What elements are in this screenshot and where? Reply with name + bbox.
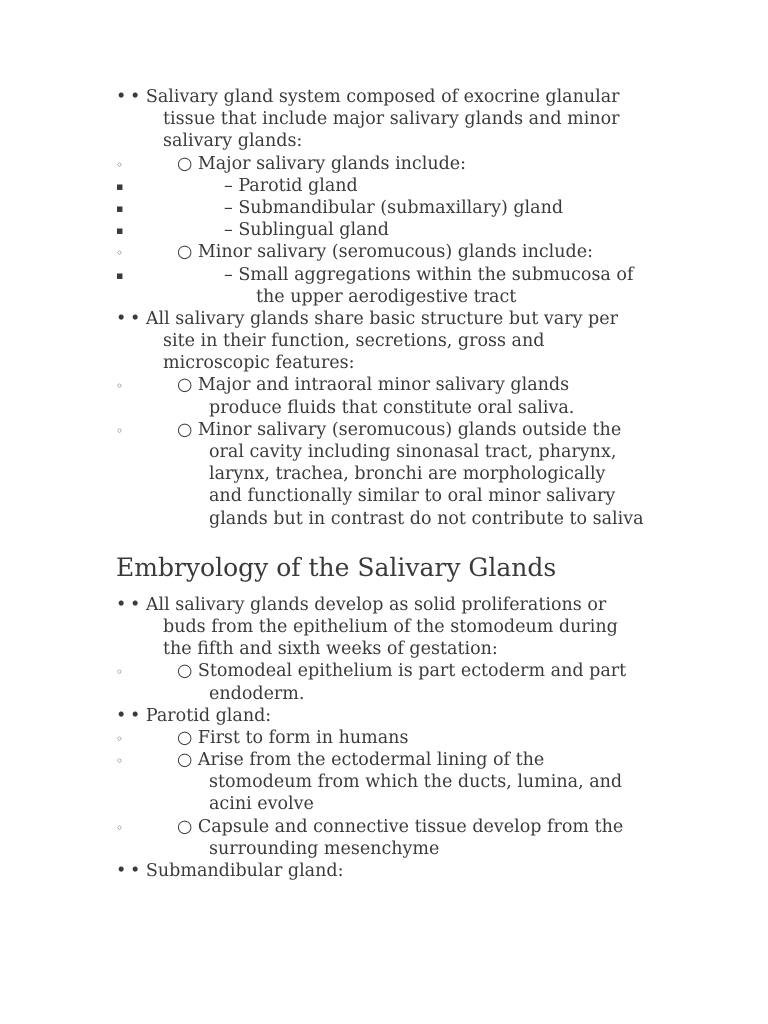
list-line (0, 838, 768, 860)
list-line (0, 153, 768, 175)
list-line-text: ○ Major and intraoral minor salivary glands (177, 375, 570, 396)
list-line (0, 308, 768, 330)
section-heading: Embryology of the Salivary Glands (116, 552, 557, 582)
list-line-text: salivary glands: (163, 131, 303, 152)
list-line (0, 86, 768, 108)
list-line (0, 705, 768, 727)
bullet-marker: • (116, 594, 127, 615)
list-line (0, 352, 768, 374)
list-line (0, 793, 768, 815)
circle-marker: ◦ (116, 665, 124, 680)
circle-marker: ◦ (116, 246, 124, 261)
list-line (0, 683, 768, 705)
list-line-text: • All salivary glands develop as solid proliferations or (130, 594, 607, 615)
square-marker: ▪ (116, 224, 124, 238)
list-line (0, 463, 768, 485)
square-marker: ▪ (116, 201, 124, 215)
list-line-text: ○ First to form in humans (177, 727, 409, 748)
list-line (0, 130, 768, 152)
list-line-text: stomodeum from which the ducts, lumina, and (209, 772, 623, 793)
list-line-text: ○ Major salivary glands include: (177, 153, 467, 174)
list-line-text: endoderm. (209, 683, 305, 704)
list-line (0, 660, 768, 682)
list-line-text: • Salivary gland system composed of exocrine glanular (130, 87, 620, 107)
list-line (0, 241, 768, 263)
list-line (0, 771, 768, 793)
list-line-text: produce fluids that constitute oral saliva. (209, 397, 575, 418)
square-marker: ▪ (116, 268, 124, 282)
list-line-text: glands but in contrast do not contribute to saliva (209, 508, 644, 529)
list-line-text: larynx, trachea, bronchi are morphologically (209, 464, 606, 485)
circle-marker: ◦ (116, 820, 124, 835)
list-line (0, 508, 768, 530)
list-line (0, 727, 768, 749)
list-line (0, 197, 768, 219)
bullet-marker: • (116, 87, 127, 107)
list-line-text: buds from the epithelium of the stomodeum during (163, 616, 618, 637)
list-line-text: acini evolve (209, 794, 314, 815)
list-line-text: • Submandibular gland: (130, 861, 344, 881)
list-line (0, 441, 768, 463)
list-line-text: ○ Arise from the ectodermal lining of the (177, 750, 545, 771)
embryology-list (0, 594, 768, 882)
list-line-text: ○ Minor salivary (seromucous) glands include: (177, 242, 593, 263)
list-line-text: – Small aggregations within the submucosa of (224, 264, 634, 285)
list-line-text: tissue that include major salivary glands and minor (163, 109, 620, 130)
list-line (0, 816, 768, 838)
salivary-gland-overview-list (0, 86, 768, 530)
circle-marker: ◦ (116, 157, 124, 172)
list-line-text: – Submandibular (submaxillary) gland (224, 197, 564, 218)
list-line-text: • All salivary glands share basic structure but vary per (130, 308, 618, 329)
list-line-text: site in their function, secretions, gross and (163, 331, 545, 352)
list-line-text: – Sublingual gland (224, 220, 390, 241)
list-line (0, 594, 768, 616)
list-line (0, 419, 768, 441)
list-line (0, 175, 768, 197)
list-line (0, 108, 768, 130)
list-line (0, 860, 768, 882)
document-page (0, 86, 768, 882)
list-line-text: the fifth and sixth weeks of gestation: (163, 639, 498, 660)
circle-marker: ◦ (116, 731, 124, 746)
list-line-text: surrounding mesenchyme (209, 838, 440, 859)
list-line-text: ○ Capsule and connective tissue develop from the (177, 816, 624, 837)
list-line (0, 374, 768, 396)
list-line-text: – Parotid gland (224, 175, 358, 196)
list-line-text: microscopic features: (163, 353, 355, 374)
bullet-marker: • (116, 705, 127, 726)
list-line (0, 264, 768, 286)
circle-marker: ◦ (116, 423, 124, 438)
circle-marker: ◦ (116, 754, 124, 769)
list-line (0, 397, 768, 419)
bullet-marker: • (116, 861, 127, 881)
square-marker: ▪ (116, 179, 124, 193)
circle-marker: ◦ (116, 379, 124, 394)
list-line (0, 749, 768, 771)
list-line (0, 219, 768, 241)
list-line (0, 616, 768, 638)
list-line (0, 286, 768, 308)
list-line (0, 330, 768, 352)
list-line-text: ○ Stomodeal epithelium is part ectoderm and part (177, 661, 627, 682)
list-line-text: oral cavity including sinonasal tract, pharynx, (209, 442, 617, 462)
list-line-text: ○ Minor salivary (seromucous) glands outside the (177, 419, 622, 440)
list-line (0, 485, 768, 507)
bullet-marker: • (116, 308, 127, 329)
list-line-text: the upper aerodigestive tract (256, 286, 517, 307)
list-line-text: and functionally similar to oral minor salivary (209, 486, 616, 507)
list-line-text: • Parotid gland: (130, 705, 272, 726)
list-line (0, 638, 768, 660)
